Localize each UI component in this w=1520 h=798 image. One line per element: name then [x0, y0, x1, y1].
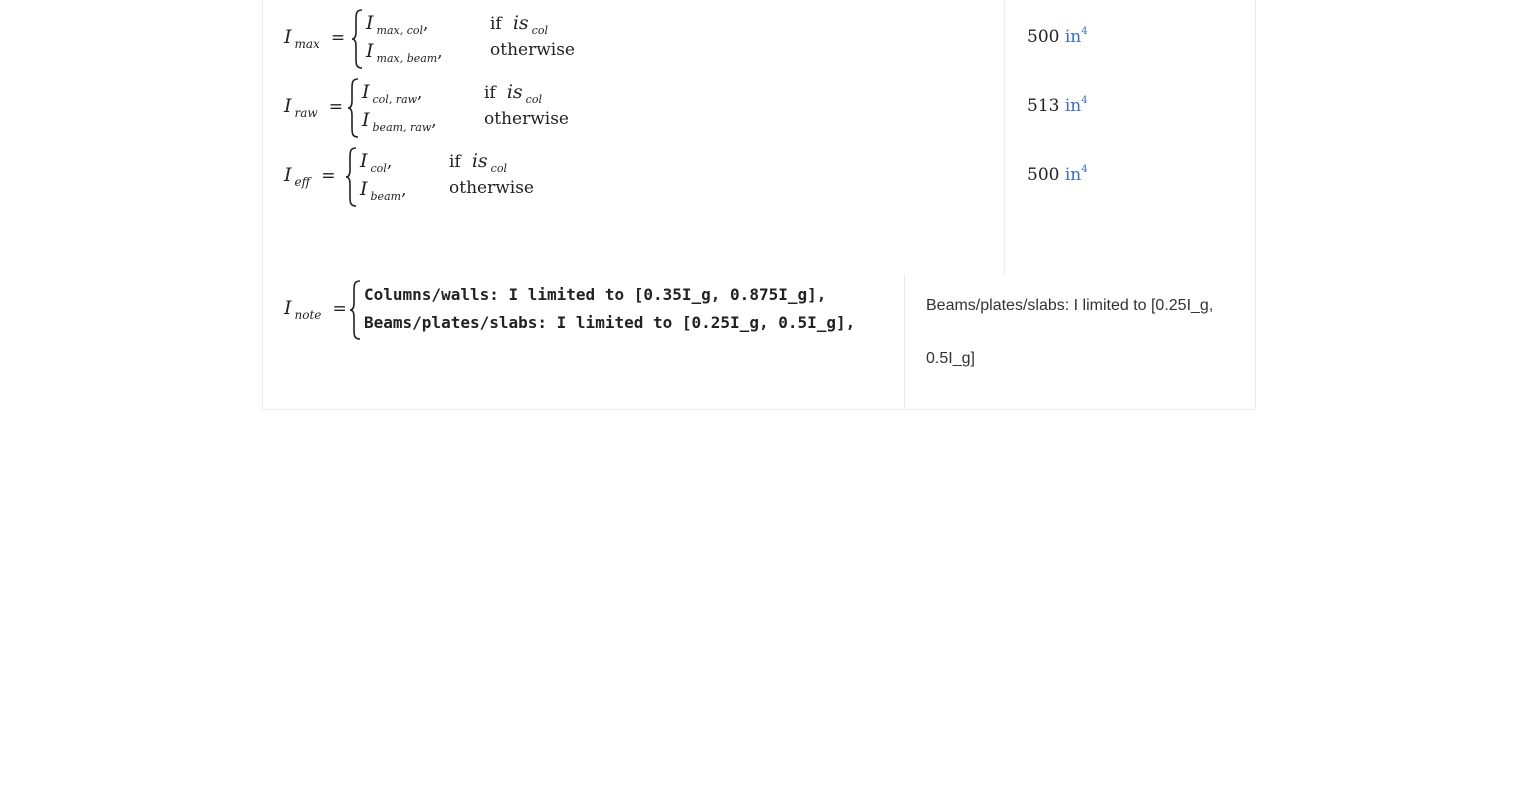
- case-1-condition: if is $_{col}$: [449, 150, 507, 175]
- case-1-condition: if is $_{col}$: [484, 81, 542, 106]
- case-2-condition: otherwise: [484, 109, 569, 129]
- case-2-condition: otherwise: [449, 178, 534, 198]
- equation-lhs: I $_{note}$ =: [284, 297, 347, 322]
- left-brace-icon: [344, 146, 358, 208]
- case-2: I $_{max, beam}$,: [366, 40, 443, 65]
- note-case-1: Columns/walls: I limited to [0.35I_g, 0.875I_g],: [364, 285, 827, 304]
- case-1: I $_{max, col}$,: [366, 12, 429, 37]
- column-divider: [1004, 0, 1005, 274]
- result-value: 500 $in^4$: [1027, 164, 1088, 185]
- result-value: 500 $in^4$: [1027, 26, 1088, 47]
- case-1: I $_{col, raw}$,: [362, 81, 423, 106]
- case-1: I $_{col}$,: [360, 150, 393, 175]
- equation-lhs: I $_{eff}$ =: [284, 164, 336, 189]
- left-brace-icon: [350, 8, 364, 70]
- left-brace-icon: [346, 77, 360, 139]
- case-1-condition: if is $_{col}$: [490, 12, 548, 37]
- column-divider: [904, 274, 905, 410]
- equation-lhs: I $_{max}$ =: [284, 26, 346, 51]
- case-2: I $_{beam, raw}$,: [362, 109, 437, 134]
- result-value: 513 $in^4$: [1027, 95, 1088, 116]
- case-2: I $_{beam}$,: [360, 178, 407, 203]
- note-result-line-2: 0.5I_g]: [926, 350, 975, 367]
- left-brace-icon: [348, 279, 362, 341]
- note-result-line-1: Beams/plates/slabs: I limited to [0.25I_g,: [926, 297, 1214, 314]
- case-2-condition: otherwise: [490, 40, 575, 60]
- note-case-2: Beams/plates/slabs: I limited to [0.25I_g, 0.5I_g],: [364, 313, 856, 332]
- equation-lhs: I $_{raw}$ =: [284, 95, 344, 120]
